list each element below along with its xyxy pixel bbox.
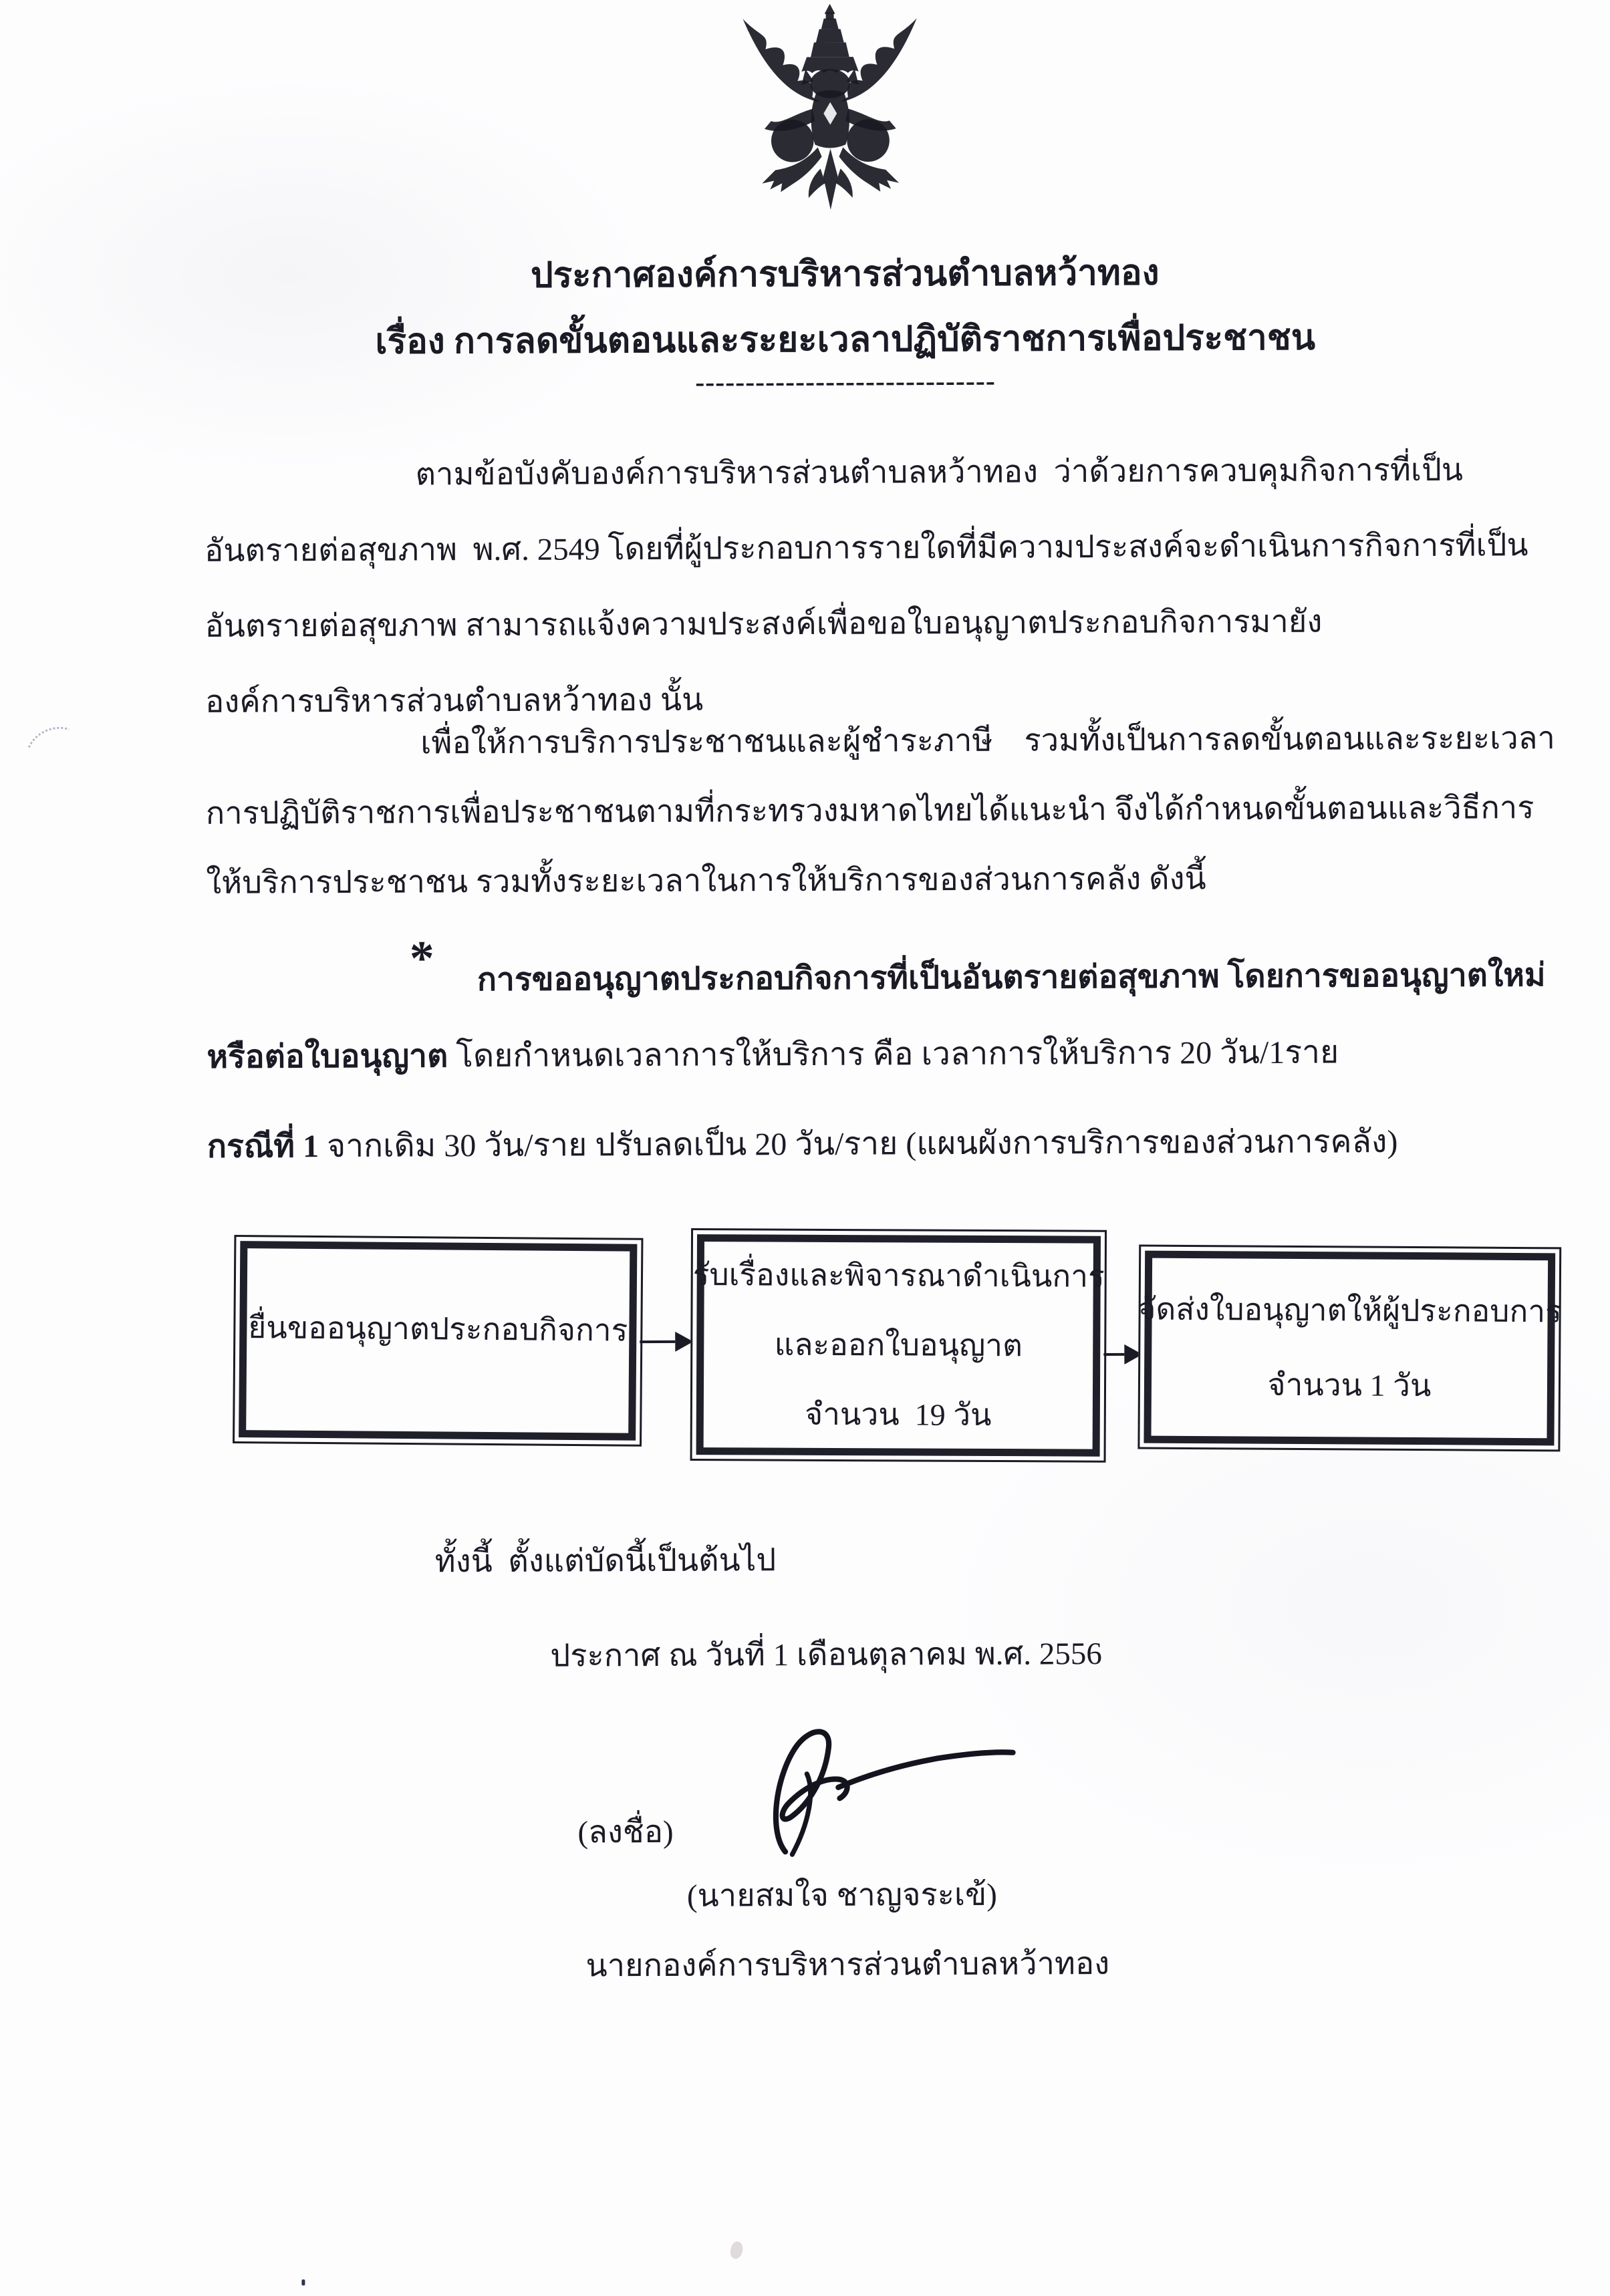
notice-line-1: การขออนุญาตประกอบกิจการที่เป็นอันตรายต่อสุขภาพ โดยการขออนุญาตใหม่ bbox=[477, 958, 1546, 998]
arrow-shaft bbox=[640, 1340, 675, 1343]
notice-line-2-rest: โดยกำหนดเวลาการให้บริการ คือ เวลาการให้บริการ 20 วัน/1ราย bbox=[448, 1034, 1339, 1074]
paragraph-1 bbox=[204, 433, 1528, 740]
garuda-emblem-icon bbox=[726, 2, 935, 215]
flow-box-2-line-3: จำนวน 19 วัน bbox=[805, 1397, 992, 1433]
star-bullet: * bbox=[409, 931, 434, 986]
flow-box-step-1 bbox=[233, 1235, 643, 1447]
case-line-rest: จากเดิม 30 วัน/ราย ปรับลดเป็น 20 วัน/ราย (แผนผังการบริการของส่วนการคลัง) bbox=[318, 1124, 1398, 1165]
paragraph-2-line-1: เพื่อให้การบริการประชาชนและผู้ชำระภาษี รวมทั้งเป็นการลดขั้นตอนและระยะเวลา bbox=[420, 721, 1555, 761]
flow-box-1-line-1: ยื่นขออนุญาตประกอบกิจการ bbox=[248, 1310, 628, 1348]
flow-box-3-line-2: จำนวน 1 วัน bbox=[1267, 1367, 1432, 1403]
scan-artifact-arc-2 bbox=[0, 1360, 45, 1433]
signer-name: (นายสมใจ ชาญจระเข้) bbox=[686, 1877, 997, 1914]
sign-label: (ลงชื่อ) bbox=[577, 1814, 674, 1850]
scan-artifact-arc-1 bbox=[17, 717, 96, 793]
arrow-shaft bbox=[1103, 1353, 1124, 1356]
divider-dashes: ------------------------------ bbox=[695, 366, 996, 398]
scan-artifact-dot bbox=[301, 2279, 305, 2285]
flow-box-step-3-inner bbox=[1137, 1251, 1563, 1446]
flow-box-step-2-inner bbox=[692, 1234, 1105, 1457]
paragraph-1-line-1: ตามข้อบังคับองค์การบริหารส่วนตำบลหว้าทอง ว่าด้วยการควบคุมกิจการที่เป็น bbox=[415, 452, 1464, 492]
flow-box-step-2 bbox=[690, 1228, 1107, 1463]
effective-date-line: ทั้งนี้ ตั้งแต่บัดนี้เป็นต้นไป bbox=[434, 1543, 777, 1580]
paragraph-1-line-2: อันตรายต่อสุขภาพ พ.ศ. 2549 โดยที่ผู้ประกอบการรายใดที่มีความประสงค์จะดำเนินการกิจการที่เป็น bbox=[204, 528, 1528, 569]
signature-scribble bbox=[704, 1707, 1026, 1862]
paragraph-1-line-3: อันตรายต่อสุขภาพ สามารถแจ้งความประสงค์เพื่อขอใบอนุญาตประกอบกิจการมายัง bbox=[205, 604, 1323, 644]
announcement-title: ประกาศองค์การบริหารส่วนตำบลหว้าทอง bbox=[530, 253, 1160, 295]
flow-box-2-line-1: รับเรื่องและพิจารณาดำเนินการ bbox=[692, 1258, 1105, 1294]
flow-box-step-1-inner bbox=[239, 1241, 637, 1441]
case-line bbox=[207, 1116, 1398, 1172]
announcement-subject: เรื่อง การลดขั้นตอนและระยะเวลาปฏิบัติราชการเพื่อประชาชน bbox=[375, 318, 1316, 362]
notice-paragraph bbox=[207, 938, 1546, 1096]
flow-arrow-1 bbox=[640, 1332, 693, 1352]
paragraph-2-line-2: การปฏิบัติราชการเพื่อประชาชนตามที่กระทรวงมหาดไทยได้แนะนำ จึงได้กำหนดขั้นตอนและวิธีการ bbox=[205, 791, 1534, 831]
paragraph-2 bbox=[205, 704, 1555, 918]
flow-arrow-2 bbox=[1103, 1344, 1142, 1365]
signer-position: นายกองค์การบริหารส่วนตำบลหว้าทอง bbox=[585, 1947, 1110, 1984]
flow-box-step-3 bbox=[1137, 1245, 1561, 1452]
flow-box-3-line-1: จัดส่งใบอนุญาตให้ผู้ประกอบการ bbox=[1137, 1292, 1563, 1329]
case-line-bold: กรณีที่ 1 bbox=[207, 1129, 319, 1165]
notice-line-2 bbox=[207, 1014, 1490, 1096]
paragraph-1-line-4: องค์การบริหารส่วนตำบลหว้าทอง นั้น bbox=[205, 682, 704, 720]
paragraph-2-line-3: ให้บริการประชาชน รวมทั้งระยะเวลาในการให้บริการของส่วนการคลัง ดังนี้ bbox=[206, 861, 1206, 901]
scan-artifact-smudge bbox=[728, 2240, 745, 2260]
notice-line-2-bold: หรือต่อใบอนุญาต bbox=[207, 1038, 448, 1075]
flow-box-2-line-2: และออกใบอนุญาต bbox=[774, 1327, 1023, 1363]
announced-date-line: ประกาศ ณ วันที่ 1 เดือนตุลาคม พ.ศ. 2556 bbox=[550, 1636, 1102, 1674]
